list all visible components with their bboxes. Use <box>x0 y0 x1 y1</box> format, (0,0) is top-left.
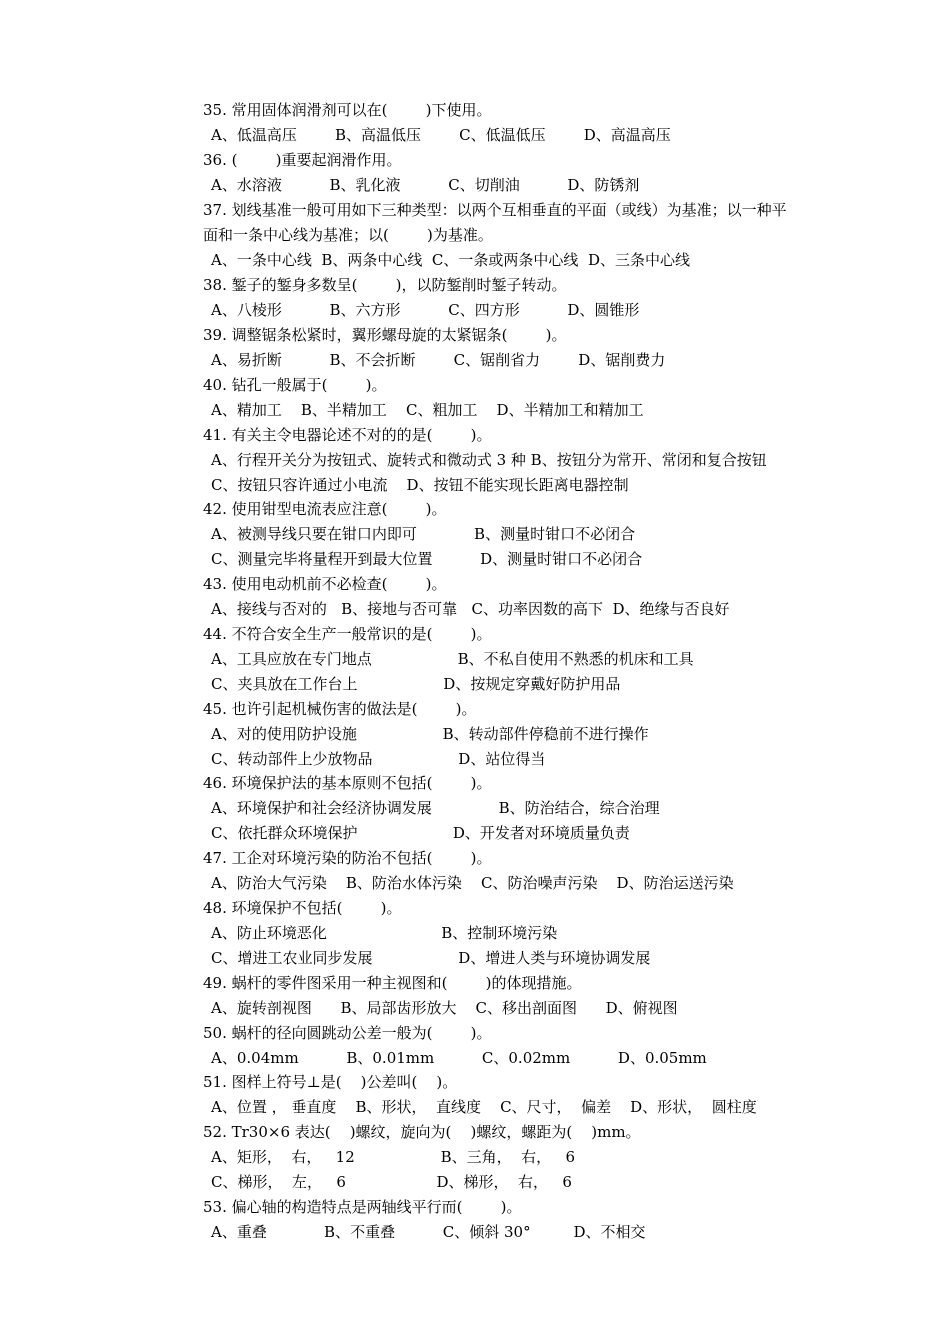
options-47: A、防治大气污染 B、防治水体污染 C、防治噪声污染 D、防治运送污染 <box>211 874 734 892</box>
options-40: A、精加工 B、半精加工 C、粗加工 D、半精加工和精加工 <box>211 401 644 419</box>
options-50: A、0.04mm B、0.01mm C、0.02mm D、0.05mm <box>211 1049 707 1067</box>
question-43: 43. 使用电动机前不必检查( )。 <box>203 575 447 593</box>
question-45: 45. 也许引起机械伤害的做法是( )。 <box>203 700 477 718</box>
options-52-cd: C、梯形， 左， 6 D、梯形， 右， 6 <box>211 1173 572 1191</box>
options-45-cd: C、转动部件上少放物品 D、站位得当 <box>211 750 546 768</box>
question-35: 35. 常用固体润滑剂可以在( )下使用。 <box>203 101 492 119</box>
question-48: 48. 环境保护不包括( )。 <box>203 899 402 917</box>
question-40: 40. 钻孔一般属于( )。 <box>203 376 387 394</box>
options-52-ab: A、矩形， 右， 12 B、三角， 右， 6 <box>211 1148 575 1166</box>
options-49: A、旋转剖视图 B、局部齿形放大 C、移出剖面图 D、俯视图 <box>211 999 678 1017</box>
question-41: 41. 有关主令电器论述不对的的是( )。 <box>203 426 492 444</box>
question-39: 39. 调整锯条松紧时，翼形螺母旋的太紧锯条( )。 <box>203 326 567 344</box>
options-39: A、易折断 B、不会折断 C、锯削省力 D、锯削费力 <box>211 351 666 369</box>
options-53: A、重叠 B、不重叠 C、倾斜 30° D、不相交 <box>211 1223 646 1241</box>
options-41-ab: A、行程开关分为按钮式、旋转式和微动式 3 种 B、按钮分为常开、常闭和复合按钮 <box>211 451 767 469</box>
question-37-continued: 面和一条中心线为基准；以( )为基准。 <box>203 226 493 244</box>
question-44: 44. 不符合安全生产一般常识的是( )。 <box>203 625 492 643</box>
question-37: 37. 划线基准一般可用如下三种类型：以两个互相垂直的平面（或线）为基准；以一种平 <box>203 201 787 219</box>
options-46-cd: C、依托群众环境保护 D、开发者对环境质量负责 <box>211 824 630 842</box>
question-50: 50. 蜗杆的径向圆跳动公差一般为( )。 <box>203 1024 492 1042</box>
options-44-cd: C、夹具放在工作台上 D、按规定穿戴好防护用品 <box>211 675 621 693</box>
options-36: A、水溶液 B、乳化液 C、切削油 D、防锈剂 <box>211 176 640 194</box>
options-41-cd: C、按钮只容许通过小电流 D、按钮不能实现长距离电器控制 <box>211 476 629 494</box>
options-38: A、八棱形 B、六方形 C、四方形 D、圆锥形 <box>211 301 640 319</box>
options-51: A、位置 ， 垂直度 B、形状， 直线度 C、尺寸， 偏差 D、形状， 圆柱度 <box>211 1098 757 1116</box>
question-36: 36. ( )重要起润滑作用。 <box>203 151 402 169</box>
options-45-ab: A、对的使用防护设施 B、转动部件停稳前不进行操作 <box>211 725 649 743</box>
question-47: 47. 工企对环境污染的防治不包括( )。 <box>203 849 492 867</box>
question-49: 49. 蜗杆的零件图采用一种主视图和( )的体现措施。 <box>203 974 582 992</box>
question-42: 42. 使用钳型电流表应注意( )。 <box>203 500 447 518</box>
options-37: A、一条中心线 B、两条中心线 C、一条或两条中心线 D、三条中心线 <box>211 251 690 269</box>
options-44-ab: A、工具应放在专门地点 B、不私自使用不熟悉的机床和工具 <box>211 650 694 668</box>
options-35: A、低温高压 B、高温低压 C、低温低压 D、高温高压 <box>211 126 671 144</box>
options-42-ab: A、被测导线只要在钳口内即可 B、测量时钳口不必闭合 <box>211 525 636 543</box>
options-48-ab: A、防止环境恶化 B、控制环境污染 <box>211 924 558 942</box>
question-46: 46. 环境保护法的基本原则不包括( )。 <box>203 774 492 792</box>
options-46-ab: A、环境保护和社会经济协调发展 B、防治结合，综合治理 <box>211 799 660 817</box>
question-52: 52. Tr30×6 表达( )螺纹，旋向为( )螺纹，螺距为( )mm。 <box>203 1123 641 1141</box>
question-53: 53. 偏心轴的构造特点是两轴线平行而( )。 <box>203 1198 522 1216</box>
question-38: 38. 錾子的錾身多数呈( )，以防錾削时錾子转动。 <box>203 276 567 294</box>
options-43: A、接线与否对的 B、接地与否可靠 C、功率因数的高下 D、绝缘与否良好 <box>211 600 730 618</box>
question-51: 51. 图样上符号⊥是( )公差叫( )。 <box>203 1073 458 1091</box>
options-48-cd: C、增进工农业同步发展 D、增进人类与环境协调发展 <box>211 949 651 967</box>
options-42-cd: C、测量完毕将量程开到最大位置 D、测量时钳口不必闭合 <box>211 550 643 568</box>
